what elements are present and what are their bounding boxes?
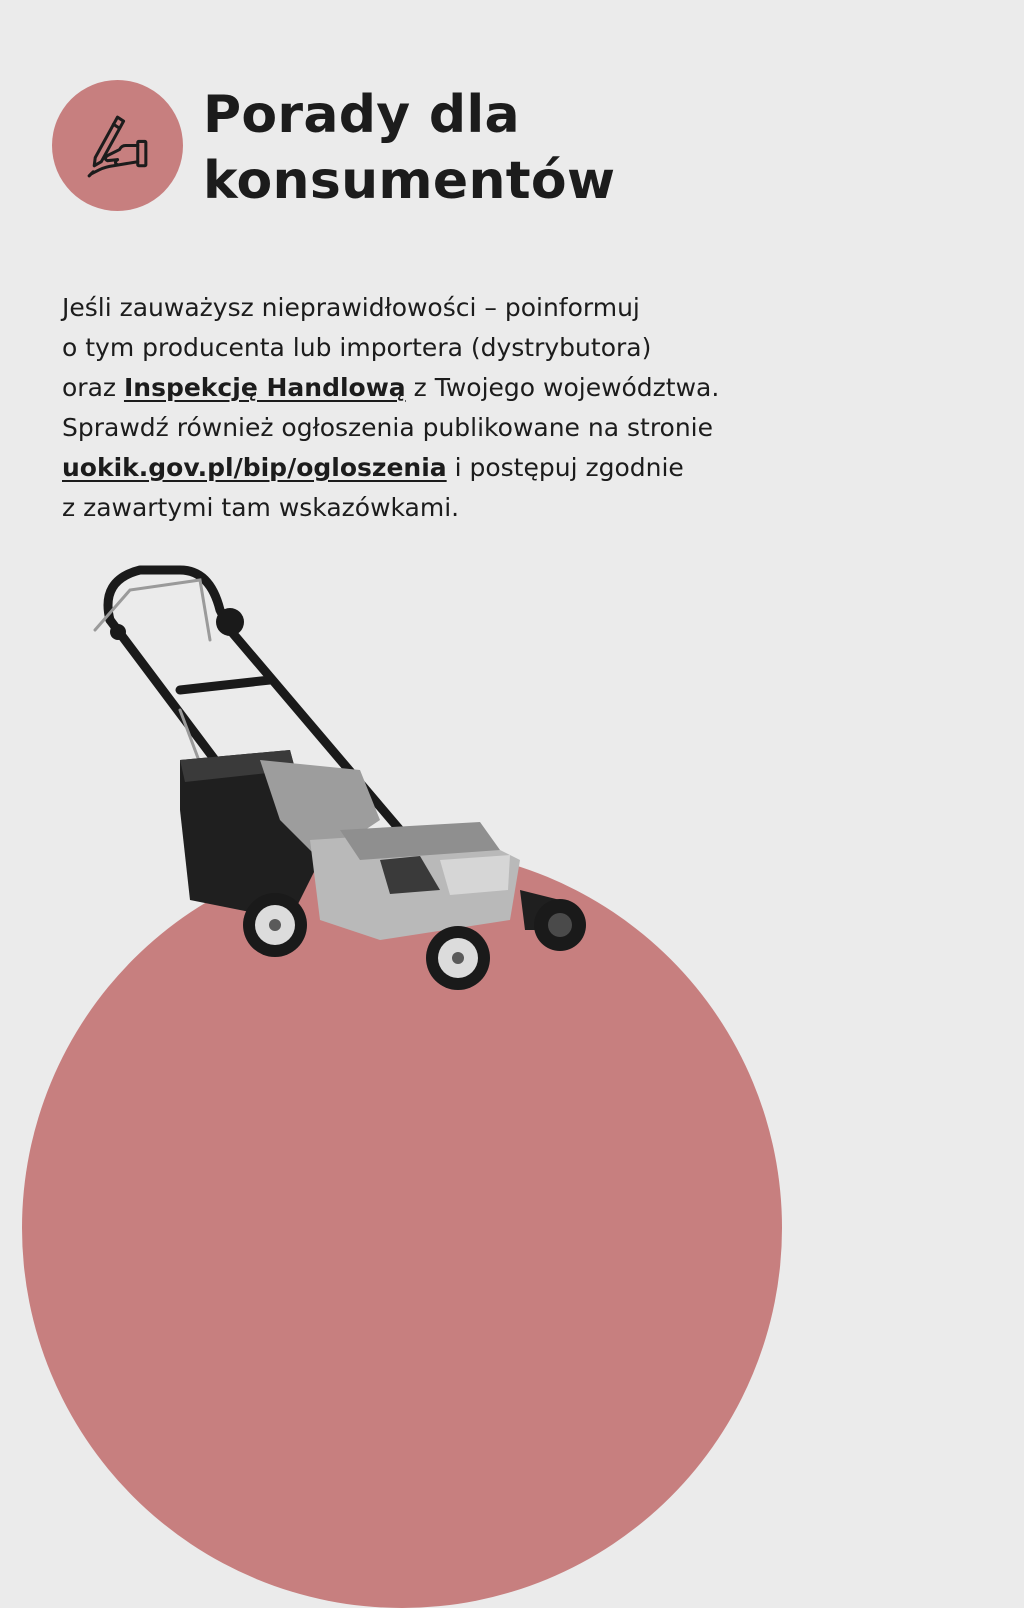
paragraph-line-4: Sprawdź również ogłoszenia publikowane na stronie <box>62 413 714 442</box>
inspekcja-handlowa-link[interactable]: Inspekcję Handlową <box>123 373 406 402</box>
uokik-ogloszenia-link[interactable]: uokik.gov.pl/bip/ogloszenia <box>62 453 447 482</box>
title-line-1: Porady dla <box>203 85 520 145</box>
paragraph-line-1: Jeśli zauważysz nieprawidłowości – poinformuj <box>62 293 640 322</box>
paragraph-line-2: o tym producenta lub importera (dystrybutora) <box>62 333 652 362</box>
advice-paragraph <box>62 288 962 528</box>
hand-writing-icon <box>77 105 158 186</box>
icon-badge <box>52 80 183 211</box>
line-3-suffix: z Twojego województwa. <box>405 373 720 402</box>
line-5-suffix: i postępuj zgodnie <box>446 453 684 482</box>
line-3-prefix: oraz <box>62 373 124 402</box>
page-title <box>203 82 615 214</box>
paragraph-line-5 <box>62 448 962 488</box>
paragraph-line-6: z zawartymi tam wskazówkami. <box>62 493 460 522</box>
lawn-mower-icon <box>80 560 600 1000</box>
title-line-2: konsumentów <box>203 151 616 211</box>
paragraph-line-3 <box>62 368 962 408</box>
